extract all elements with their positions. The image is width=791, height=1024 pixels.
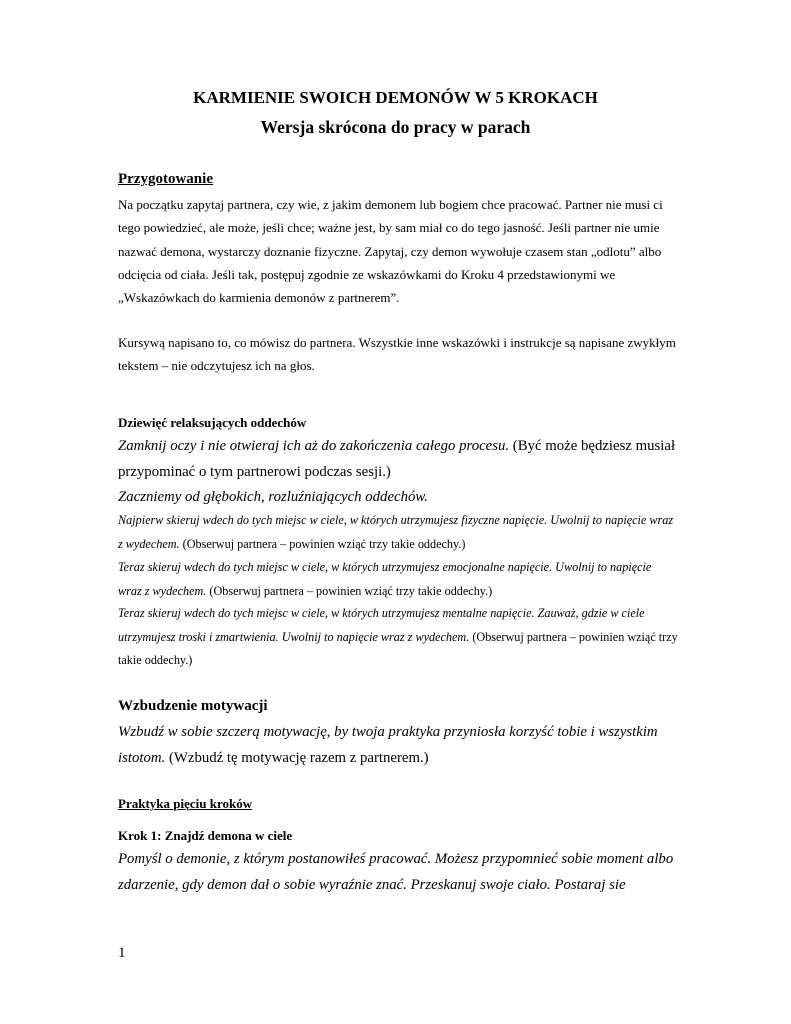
step1-heading: Krok 1: Znajdź demona w ciele — [118, 828, 293, 843]
breaths-step-emotional: Teraz skieruj wdech do tych miejsc w ciele, w których utrzymujesz emocjonalne napięcie. Uwolnij to napięcie wraz z wydechem. (Obserwuj partnera – powinien wziąć trzy takie oddechy.) — [118, 560, 652, 598]
document-subtitle: Wersja skrócona do pracy w parach — [260, 117, 531, 137]
page-number: 1 — [118, 945, 126, 961]
motivation-paragraph: Wzbudź w sobie szczerą motywację, by twoja praktyka przyniosła korzyść tobie i wszystkim istotom. (Wzbudź tę motywację razem z partnerem.) — [118, 724, 658, 766]
breaths-step-physical: Najpierw skieruj wdech do tych miejsc w ciele, w których utrzymujesz fizyczne napięcie. Uwolnij to napięcie wraz z wydechem. (Obserwuj partnera – powinien wziąć trzy takie oddechy.) — [118, 513, 674, 551]
prep-note: Kursywą napisano to, co mówisz do partnera. Wszystkie inne wskazówki i instrukcje są napisane zwykłym tekstem – nie odczytujesz ich na głos. — [118, 335, 676, 374]
breaths-step-mental: Teraz skieruj wdech do tych miejsc w ciele, w których utrzymujesz mentalne napięcie. Zauważ, gdzie w ciele utrzymujesz troski i zmartwienia. Uwolnij to napięcie wraz z wydechem. (Obserwuj partnera – powinien wziąć trzy takie oddechy.) — [118, 606, 678, 667]
motivation-heading: Wzbudzenie motywacji — [118, 698, 268, 714]
practice-heading: Praktyka pięciu kroków — [118, 796, 253, 811]
step1-paragraph: Pomyśl o demonie, z którym postanowiłeś pracować. Możesz przypomnieć sobie moment albo zdarzenie, gdy demon dał o sobie wyraźnie znać. Przeskanuj swoje ciało. Postaraj sie — [118, 851, 674, 893]
breaths-line-2: Zaczniemy od głębokich, rozluźniających oddechów. — [118, 489, 428, 505]
prep-heading: Przygotowanie — [118, 171, 213, 187]
document-title: KARMIENIE SWOICH DEMONÓW W 5 KROKACH — [193, 88, 598, 107]
prep-paragraph: Na początku zapytaj partnera, czy wie, z jakim demonem lub bogiem chce pracować. Partner nie musi ci tego powiedzieć, ale może, jeśli chce; ważne jest, by sam miał co do tego jasność. Jeśli partner nie umie nazwać demona, wystarczy doznanie fizyczne. Zapytaj, czy demon wywołuje czasem stan „odlotu” albo odcięcia od ciała. Jeśli tak, postępuj zgodnie ze wskazówkami do Kroku 4 przedstawionymi we „Wskazówkach do karmienia demonów z partnerem”. — [118, 197, 663, 306]
breaths-line-1: Zamknij oczy i nie otwieraj ich aż do zakończenia całego procesu. (Być może będziesz musiał przypominać o tym partnerowi podczas sesji.) — [118, 438, 676, 480]
breaths-heading: Dziewięć relaksujących oddechów — [118, 415, 307, 430]
